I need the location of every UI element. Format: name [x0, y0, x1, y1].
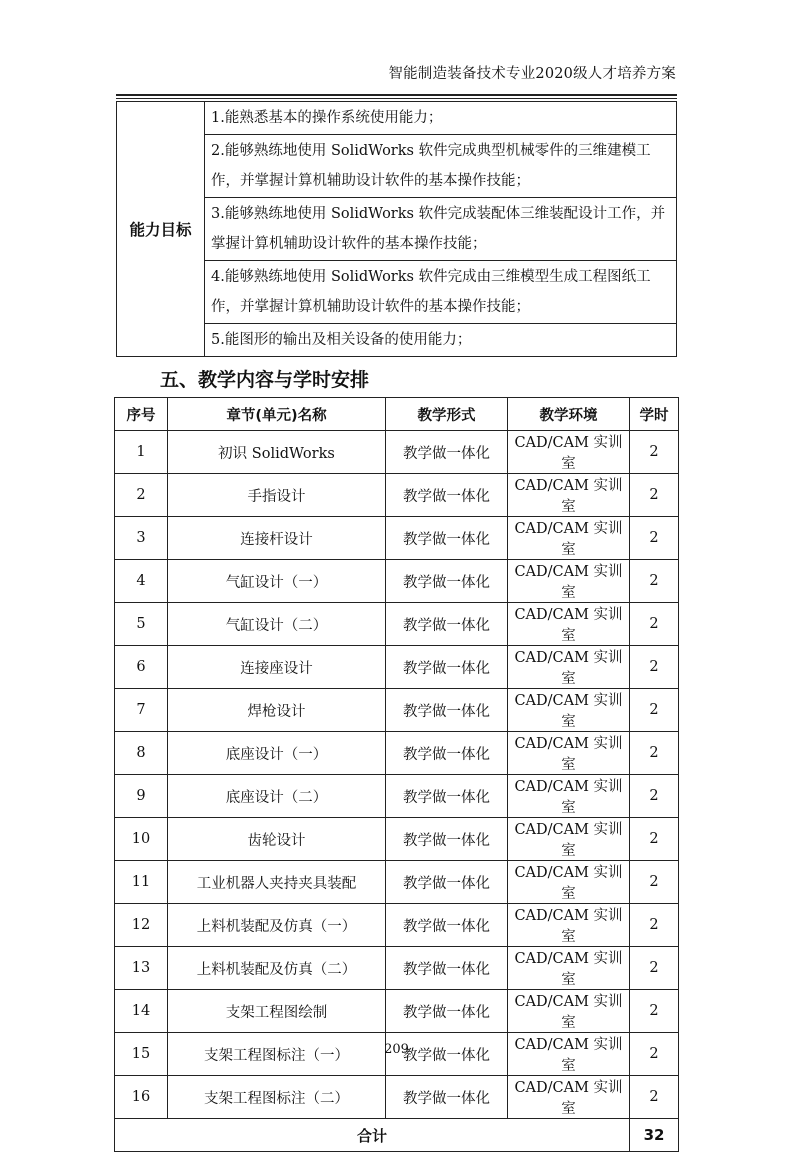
teaching-format: 教学做一体化 — [386, 1076, 508, 1119]
ability-label: 能力目标 — [117, 102, 205, 357]
row-index: 6 — [115, 646, 168, 689]
chapter-name: 底座设计（二） — [168, 775, 386, 818]
column-header-index: 序号 — [115, 398, 168, 431]
teaching-environment: CAD/CAM 实训室 — [508, 732, 630, 775]
schedule-body — [115, 431, 679, 1119]
table-row — [115, 560, 679, 603]
chapter-name: 初识 SolidWorks — [168, 431, 386, 474]
table-row — [115, 861, 679, 904]
schedule-header-row — [115, 398, 679, 431]
class-hours: 2 — [630, 1033, 679, 1076]
teaching-environment: CAD/CAM 实训室 — [508, 1076, 630, 1119]
chapter-name: 齿轮设计 — [168, 818, 386, 861]
class-hours: 2 — [630, 732, 679, 775]
page-number: 209 — [384, 1042, 409, 1057]
row-index: 11 — [115, 861, 168, 904]
ability-goals-table — [116, 101, 677, 357]
row-index: 10 — [115, 818, 168, 861]
table-row — [115, 947, 679, 990]
row-index: 5 — [115, 603, 168, 646]
ability-item: 2.能够熟练地使用 SolidWorks 软件完成典型机械零件的三维建模工作，并掌握计算机辅助设计软件的基本操作技能； — [205, 135, 677, 198]
class-hours: 2 — [630, 431, 679, 474]
table-row — [115, 474, 679, 517]
teaching-environment: CAD/CAM 实训室 — [508, 1033, 630, 1076]
teaching-environment: CAD/CAM 实训室 — [508, 904, 630, 947]
chapter-name: 支架工程图标注（一） — [168, 1033, 386, 1076]
class-hours: 2 — [630, 990, 679, 1033]
teaching-format: 教学做一体化 — [386, 431, 508, 474]
teaching-format: 教学做一体化 — [386, 904, 508, 947]
class-hours: 2 — [630, 818, 679, 861]
row-index: 2 — [115, 474, 168, 517]
table-row — [115, 904, 679, 947]
teaching-environment: CAD/CAM 实训室 — [508, 474, 630, 517]
ability-row — [117, 102, 677, 135]
row-index: 13 — [115, 947, 168, 990]
table-row — [115, 818, 679, 861]
row-index: 3 — [115, 517, 168, 560]
chapter-name: 工业机器人夹持夹具装配 — [168, 861, 386, 904]
table-row — [115, 775, 679, 818]
teaching-environment: CAD/CAM 实训室 — [508, 818, 630, 861]
total-label: 合计 — [115, 1119, 630, 1152]
teaching-format: 教学做一体化 — [386, 689, 508, 732]
chapter-name: 上料机装配及仿真（一） — [168, 904, 386, 947]
class-hours: 2 — [630, 861, 679, 904]
ability-item: 4.能够熟练地使用 SolidWorks 软件完成由三维模型生成工程图纸工作，并掌握计算机辅助设计软件的基本操作技能； — [205, 261, 677, 324]
teaching-environment: CAD/CAM 实训室 — [508, 990, 630, 1033]
class-hours: 2 — [630, 947, 679, 990]
teaching-format: 教学做一体化 — [386, 947, 508, 990]
table-row — [115, 517, 679, 560]
chapter-name: 底座设计（一） — [168, 732, 386, 775]
class-hours: 2 — [630, 474, 679, 517]
table-row — [115, 1076, 679, 1119]
class-hours: 2 — [630, 560, 679, 603]
chapter-name: 手指设计 — [168, 474, 386, 517]
total-row — [115, 1119, 679, 1152]
total-hours: 32 — [630, 1119, 679, 1152]
row-index: 16 — [115, 1076, 168, 1119]
column-header-chapter: 章节(单元)名称 — [168, 398, 386, 431]
row-index: 14 — [115, 990, 168, 1033]
section-heading: 五、教学内容与学时安排 — [160, 369, 370, 391]
teaching-format: 教学做一体化 — [386, 775, 508, 818]
chapter-name: 上料机装配及仿真（二） — [168, 947, 386, 990]
teaching-format: 教学做一体化 — [386, 990, 508, 1033]
chapter-name: 连接杆设计 — [168, 517, 386, 560]
header-rule-thin — [116, 98, 677, 99]
teaching-format: 教学做一体化 — [386, 818, 508, 861]
teaching-environment: CAD/CAM 实训室 — [508, 517, 630, 560]
ability-item: 1.能熟悉基本的操作系统使用能力； — [205, 102, 677, 135]
chapter-name: 焊枪设计 — [168, 689, 386, 732]
row-index: 4 — [115, 560, 168, 603]
ability-item: 5.能图形的输出及相关设备的使用能力； — [205, 324, 677, 357]
chapter-name: 气缸设计（二） — [168, 603, 386, 646]
table-row — [115, 689, 679, 732]
column-header-format: 教学形式 — [386, 398, 508, 431]
teaching-format: 教学做一体化 — [386, 474, 508, 517]
class-hours: 2 — [630, 646, 679, 689]
teaching-format: 教学做一体化 — [386, 1033, 508, 1076]
teaching-environment: CAD/CAM 实训室 — [508, 775, 630, 818]
schedule-table — [114, 397, 679, 1152]
teaching-environment: CAD/CAM 实训室 — [508, 861, 630, 904]
class-hours: 2 — [630, 603, 679, 646]
teaching-environment: CAD/CAM 实训室 — [508, 431, 630, 474]
chapter-name: 气缸设计（一） — [168, 560, 386, 603]
column-header-environment: 教学环境 — [508, 398, 630, 431]
table-row — [115, 990, 679, 1033]
table-row — [115, 646, 679, 689]
teaching-format: 教学做一体化 — [386, 732, 508, 775]
teaching-environment: CAD/CAM 实训室 — [508, 560, 630, 603]
class-hours: 2 — [630, 689, 679, 732]
teaching-format: 教学做一体化 — [386, 517, 508, 560]
column-header-hours: 学时 — [630, 398, 679, 431]
row-index: 9 — [115, 775, 168, 818]
teaching-format: 教学做一体化 — [386, 603, 508, 646]
teaching-format: 教学做一体化 — [386, 861, 508, 904]
class-hours: 2 — [630, 904, 679, 947]
header-rule — [116, 94, 677, 96]
row-index: 1 — [115, 431, 168, 474]
running-header: 智能制造装备技术专业2020级人才培养方案 — [388, 66, 676, 82]
row-index: 8 — [115, 732, 168, 775]
class-hours: 2 — [630, 1076, 679, 1119]
teaching-format: 教学做一体化 — [386, 646, 508, 689]
class-hours: 2 — [630, 775, 679, 818]
row-index: 12 — [115, 904, 168, 947]
class-hours: 2 — [630, 517, 679, 560]
teaching-environment: CAD/CAM 实训室 — [508, 646, 630, 689]
teaching-environment: CAD/CAM 实训室 — [508, 947, 630, 990]
table-row — [115, 732, 679, 775]
chapter-name: 支架工程图绘制 — [168, 990, 386, 1033]
ability-item: 3.能够熟练地使用 SolidWorks 软件完成装配体三维装配设计工作，并掌握计算机辅助设计软件的基本操作技能； — [205, 198, 677, 261]
row-index: 15 — [115, 1033, 168, 1076]
table-row — [115, 603, 679, 646]
table-row — [115, 431, 679, 474]
teaching-environment: CAD/CAM 实训室 — [508, 603, 630, 646]
chapter-name: 支架工程图标注（二） — [168, 1076, 386, 1119]
row-index: 7 — [115, 689, 168, 732]
chapter-name: 连接座设计 — [168, 646, 386, 689]
teaching-environment: CAD/CAM 实训室 — [508, 689, 630, 732]
teaching-format: 教学做一体化 — [386, 560, 508, 603]
